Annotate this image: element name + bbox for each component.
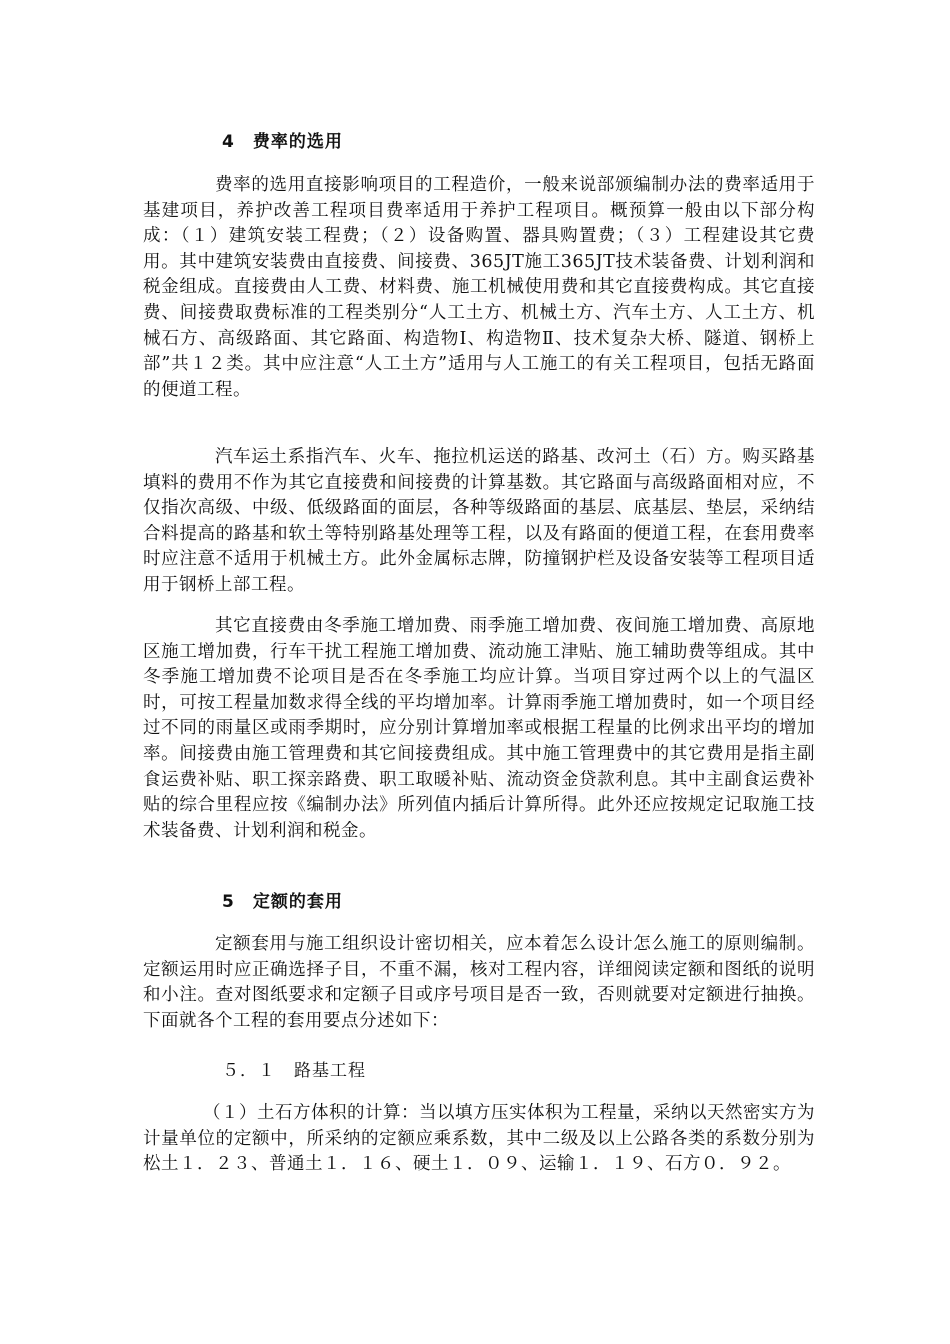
section-heading-4: 4 费率的选用 [222,132,343,152]
paragraph-truck-earthwork: 汽车运土系指汽车、火车、拖拉机运送的路基、改河土（石）方。购买路基填料的费用不作为其它直接费和间接费的计算基数。其它路面与高级路面相对应，不仅指次高级、中级、低级路面的面层，各种等级路面的基层、底基层、垫层，采纳结合料提高的路基和软土等特别路基处理等工程，以及有路面的便道工程，在套用费率时应注意不适用于机械土方。此外金属标志牌，防撞钢护栏及设备安装等工程项目适用于钢桥上部工程。 [143,447,815,595]
section-heading-5: 5 定额的套用 [222,892,343,912]
paragraph-fee-rate-selection: 费率的选用直接影响项目的工程造价，一般来说部颁编制办法的费率适用于基建项目，养护改善工程项目费率适用于养护工程项目。概预算一般由以下部分构成：（１）建筑安装工程费；（２）设备购置、器具购置费；（３）工程建设其它费用。其中建筑安装费由直接费、间接费、365JT施工365JT技术装备费、计划利润和税金组成。直接费由人工费、材料费、施工机械使用费和其它直接费构成。其它直接费、间接费取费标准的工程类别分“人工土方、机械土方、汽车土方、人工土方、机械石方、高级路面、其它路面、构造物Ⅰ、构造物Ⅱ、技术复杂大桥、隧道、钢桥上部”共１２类。其中应注意“人工土方”适用与人工施工的有关工程项目，包括无路面的便道工程。 [143,175,815,400]
paragraph-quota-application: 定额套用与施工组织设计密切相关，应本着怎么设计怎么施工的原则编制。定额运用时应正确选择子目，不重不漏，核对工程内容，详细阅读定额和图纸的说明和小注。查对图纸要求和定额子目或序号项目是否一致，否则就要对定额进行抽换。下面就各个工程的套用要点分述如下： [143,934,815,1031]
paragraph-other-direct-costs: 其它直接费由冬季施工增加费、雨季施工增加费、夜间施工增加费、高原地区施工增加费，行车干扰工程施工增加费、流动施工津贴、施工辅助费等组成。其中冬季施工增加费不论项目是否在冬季施工均应计算。当项目穿过两个以上的气温区时，可按工程量加数求得全线的平均增加率。计算雨季施工增加费时，如一个项目经过不同的雨量区或雨季期时，应分别计算增加率或根据工程量的比例求出平均的增加率。间接费由施工管理费和其它间接费组成。其中施工管理费中的其它费用是指主副食运费补贴、职工探亲路费、职工取暖补贴、流动资金贷款利息。其中主副食运费补贴的综合里程应按《编制办法》所列值内插后计算所得。此外还应按规定记取施工技术装备费、计划利润和税金。 [143,616,815,841]
subsection-heading-5-1: ５．１ 路基工程 [222,1061,366,1081]
paragraph-earthwork-volume: （１）土石方体积的计算：当以填方压实体积为工程量，采纳以天然密实方为计量单位的定额中，所采纳的定额应乘系数，其中二级及以上公路各类的系数分别为松土１．２３、普通土１．１６、硬土１．０９、运输１．１９、石方０．９２。 [143,1103,815,1175]
